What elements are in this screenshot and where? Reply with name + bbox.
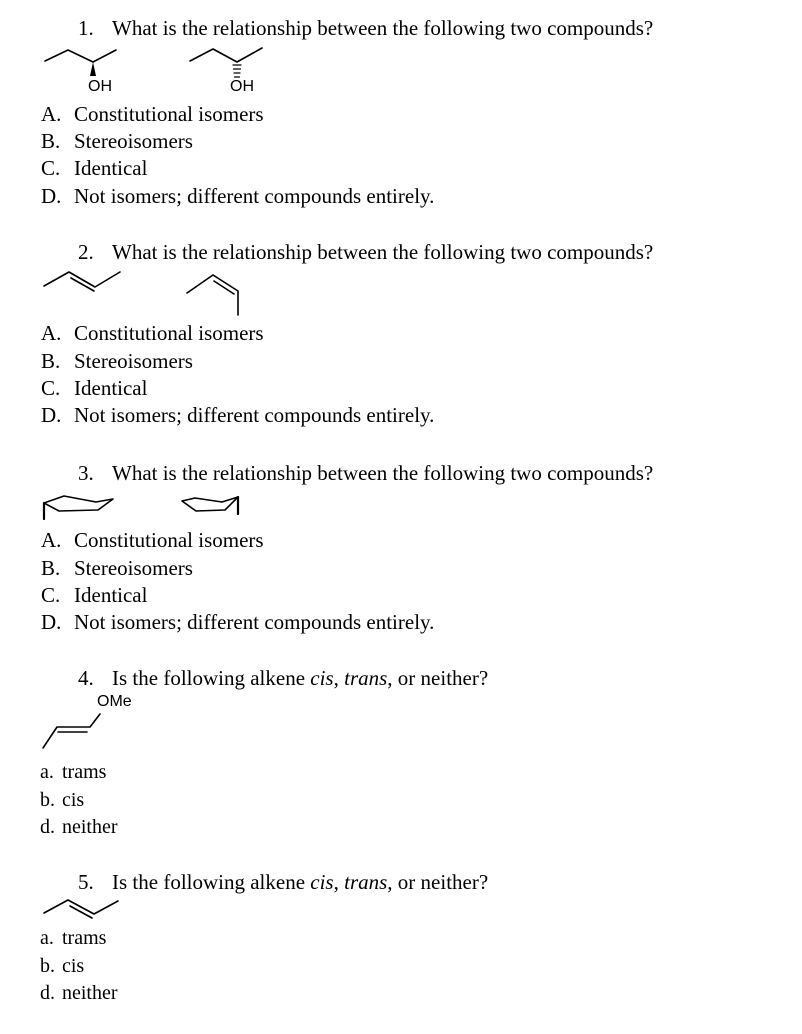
question-number: 3. xyxy=(78,461,94,485)
option-2b[interactable]: B. Stereoisomers xyxy=(41,349,193,373)
option-4b[interactable]: b. cis xyxy=(40,789,85,811)
option-1b[interactable]: B. Stereoisomers xyxy=(41,129,193,153)
option-5b[interactable]: b. cis xyxy=(40,955,85,977)
option-3c[interactable]: C. Identical xyxy=(41,583,148,607)
hydroxyl-label-1: OH xyxy=(88,78,112,95)
question-number: 4. xyxy=(78,666,94,690)
option-4d[interactable]: d. neither xyxy=(40,816,118,838)
option-2c[interactable]: C. Identical xyxy=(41,376,148,400)
question-4-prompt: 4. Is the following alkene cis, trans, or neither? xyxy=(78,666,489,690)
option-3d[interactable]: D. Not isomers; different compounds entirely. xyxy=(41,610,435,634)
question-5-prompt: 5. Is the following alkene cis, trans, or neither? xyxy=(78,870,489,894)
option-4a[interactable]: a. trams xyxy=(40,761,107,783)
option-1c[interactable]: C. Identical xyxy=(41,156,148,180)
question-text: What is the relationship between the following two compounds? xyxy=(112,461,654,485)
question-number: 5. xyxy=(78,870,94,894)
hydroxyl-label-2: OH xyxy=(230,78,254,95)
question-number: 1. xyxy=(78,16,94,40)
question-number: 2. xyxy=(78,240,94,264)
question-text: What is the relationship between the following two compounds? xyxy=(112,240,654,264)
option-2a[interactable]: A. Constitutional isomers xyxy=(41,321,264,345)
option-1d[interactable]: D. Not isomers; different compounds entirely. xyxy=(41,184,435,208)
option-1a[interactable]: A. Constitutional isomers xyxy=(41,102,264,126)
option-3a[interactable]: A. Constitutional isomers xyxy=(41,528,264,552)
option-3b[interactable]: B. Stereoisomers xyxy=(41,556,193,580)
methoxy-label: OMe xyxy=(97,693,132,710)
option-5d[interactable]: d. neither xyxy=(40,982,118,1004)
question-text: What is the relationship between the following two compounds? xyxy=(112,16,654,40)
option-5a[interactable]: a. trams xyxy=(40,927,107,949)
option-2d[interactable]: D. Not isomers; different compounds entirely. xyxy=(41,403,435,427)
